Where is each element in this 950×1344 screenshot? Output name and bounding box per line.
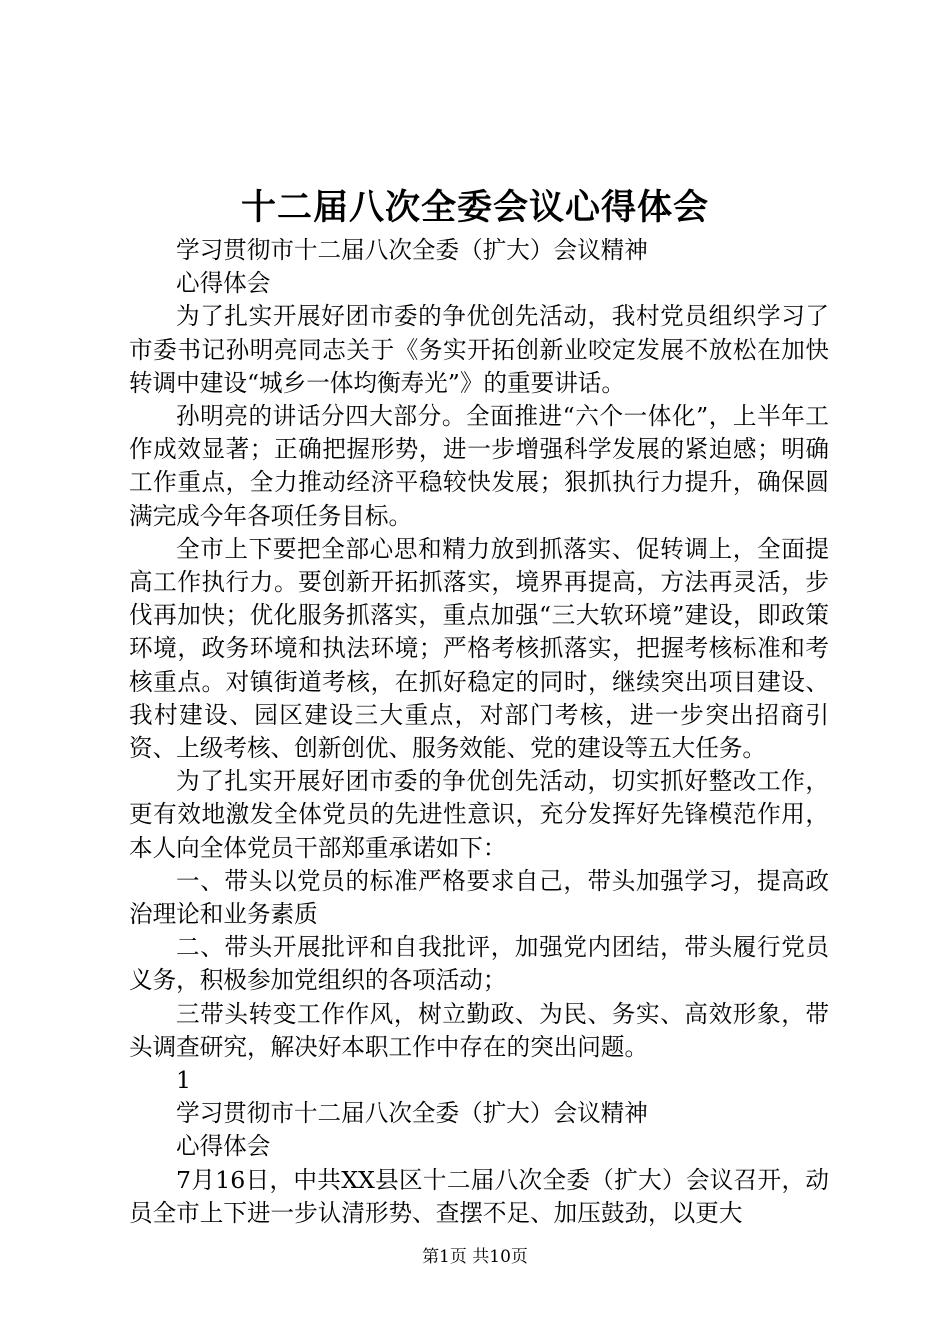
body-paragraph: 全市上下要把全部心思和精力放到抓落实、促转调上，全面提高工作执行力。要创新开拓抓落实，境界再提高，方法再灵活，步伐再加快；优化服务抓落实，重点加强“三大软环境”建设，即政策环境，政务环境和执法环境；严格考核抓落实，把握考核标准和考核重点。对镇街道考核，在抓好稳定的同时，继续突出项目建设、我村建设、园区建设三大重点，对部门考核，进一步突出招商引资、上级考核、创新创优、服务效能、党的建设等五大任务。 — [129, 534, 829, 763]
page-number-footer: 第1页 共10页 — [422, 1247, 528, 1267]
subheading-line: 学习贯彻市十二届八次全委（扩大）会议精神 — [176, 1099, 648, 1128]
list-item: 三带头转变工作作风，树立勤政、为民、务实、高效形象，带头调查研究，解决好本职工作中存在的突出问题。 — [129, 999, 829, 1061]
section-number: 1 — [176, 1066, 192, 1095]
body-paragraph: 为了扎实开展好团市委的争优创先活动，我村党员组织学习了市委书记孙明亮同志关于《务实开拓创新业咬定发展不放松在加快转调中建设“城乡一体均衡寿光”》的重要讲话。 — [129, 302, 829, 397]
body-paragraph: 7月16日，中共XX县区十二届八次全委（扩大）会议召开，动员全市上下进一步认清形势、查摆不足、加压鼓劲，以更大 — [129, 1165, 829, 1227]
list-item: 二、带头开展批评和自我批评，加强党内团结，带头履行党员义务，积极参加党组织的各项活动； — [129, 933, 829, 995]
subheading-line: 学习贯彻市十二届八次全委（扩大）会议精神 — [176, 236, 648, 264]
body-paragraph: 孙明亮的讲话分四大部分。全面推进“六个一体化”，上半年工作成效显著；正确把握形势，进一步增强科学发展的紧迫感；明确工作重点，全力推动经济平稳较快发展；狠抓执行力提升，确保圆满完成今年各项任务目标。 — [129, 402, 829, 530]
document-body — [129, 234, 829, 1230]
list-item: 一、带头以党员的标准严格要求自己，带头加强学习，提高政治理论和业务素质 — [129, 866, 829, 929]
subheading-line: 心得体会 — [176, 269, 271, 298]
document-title: 十二届八次全委会议心得体会 — [240, 187, 709, 228]
subheading-line: 心得体会 — [176, 1132, 271, 1161]
body-paragraph: 为了扎实开展好团市委的争优创先活动，切实抓好整改工作，更有效地激发全体党员的先进性意识，充分发挥好先锋模范作用，本人向全体党员干部郑重承诺如下： — [129, 767, 829, 862]
